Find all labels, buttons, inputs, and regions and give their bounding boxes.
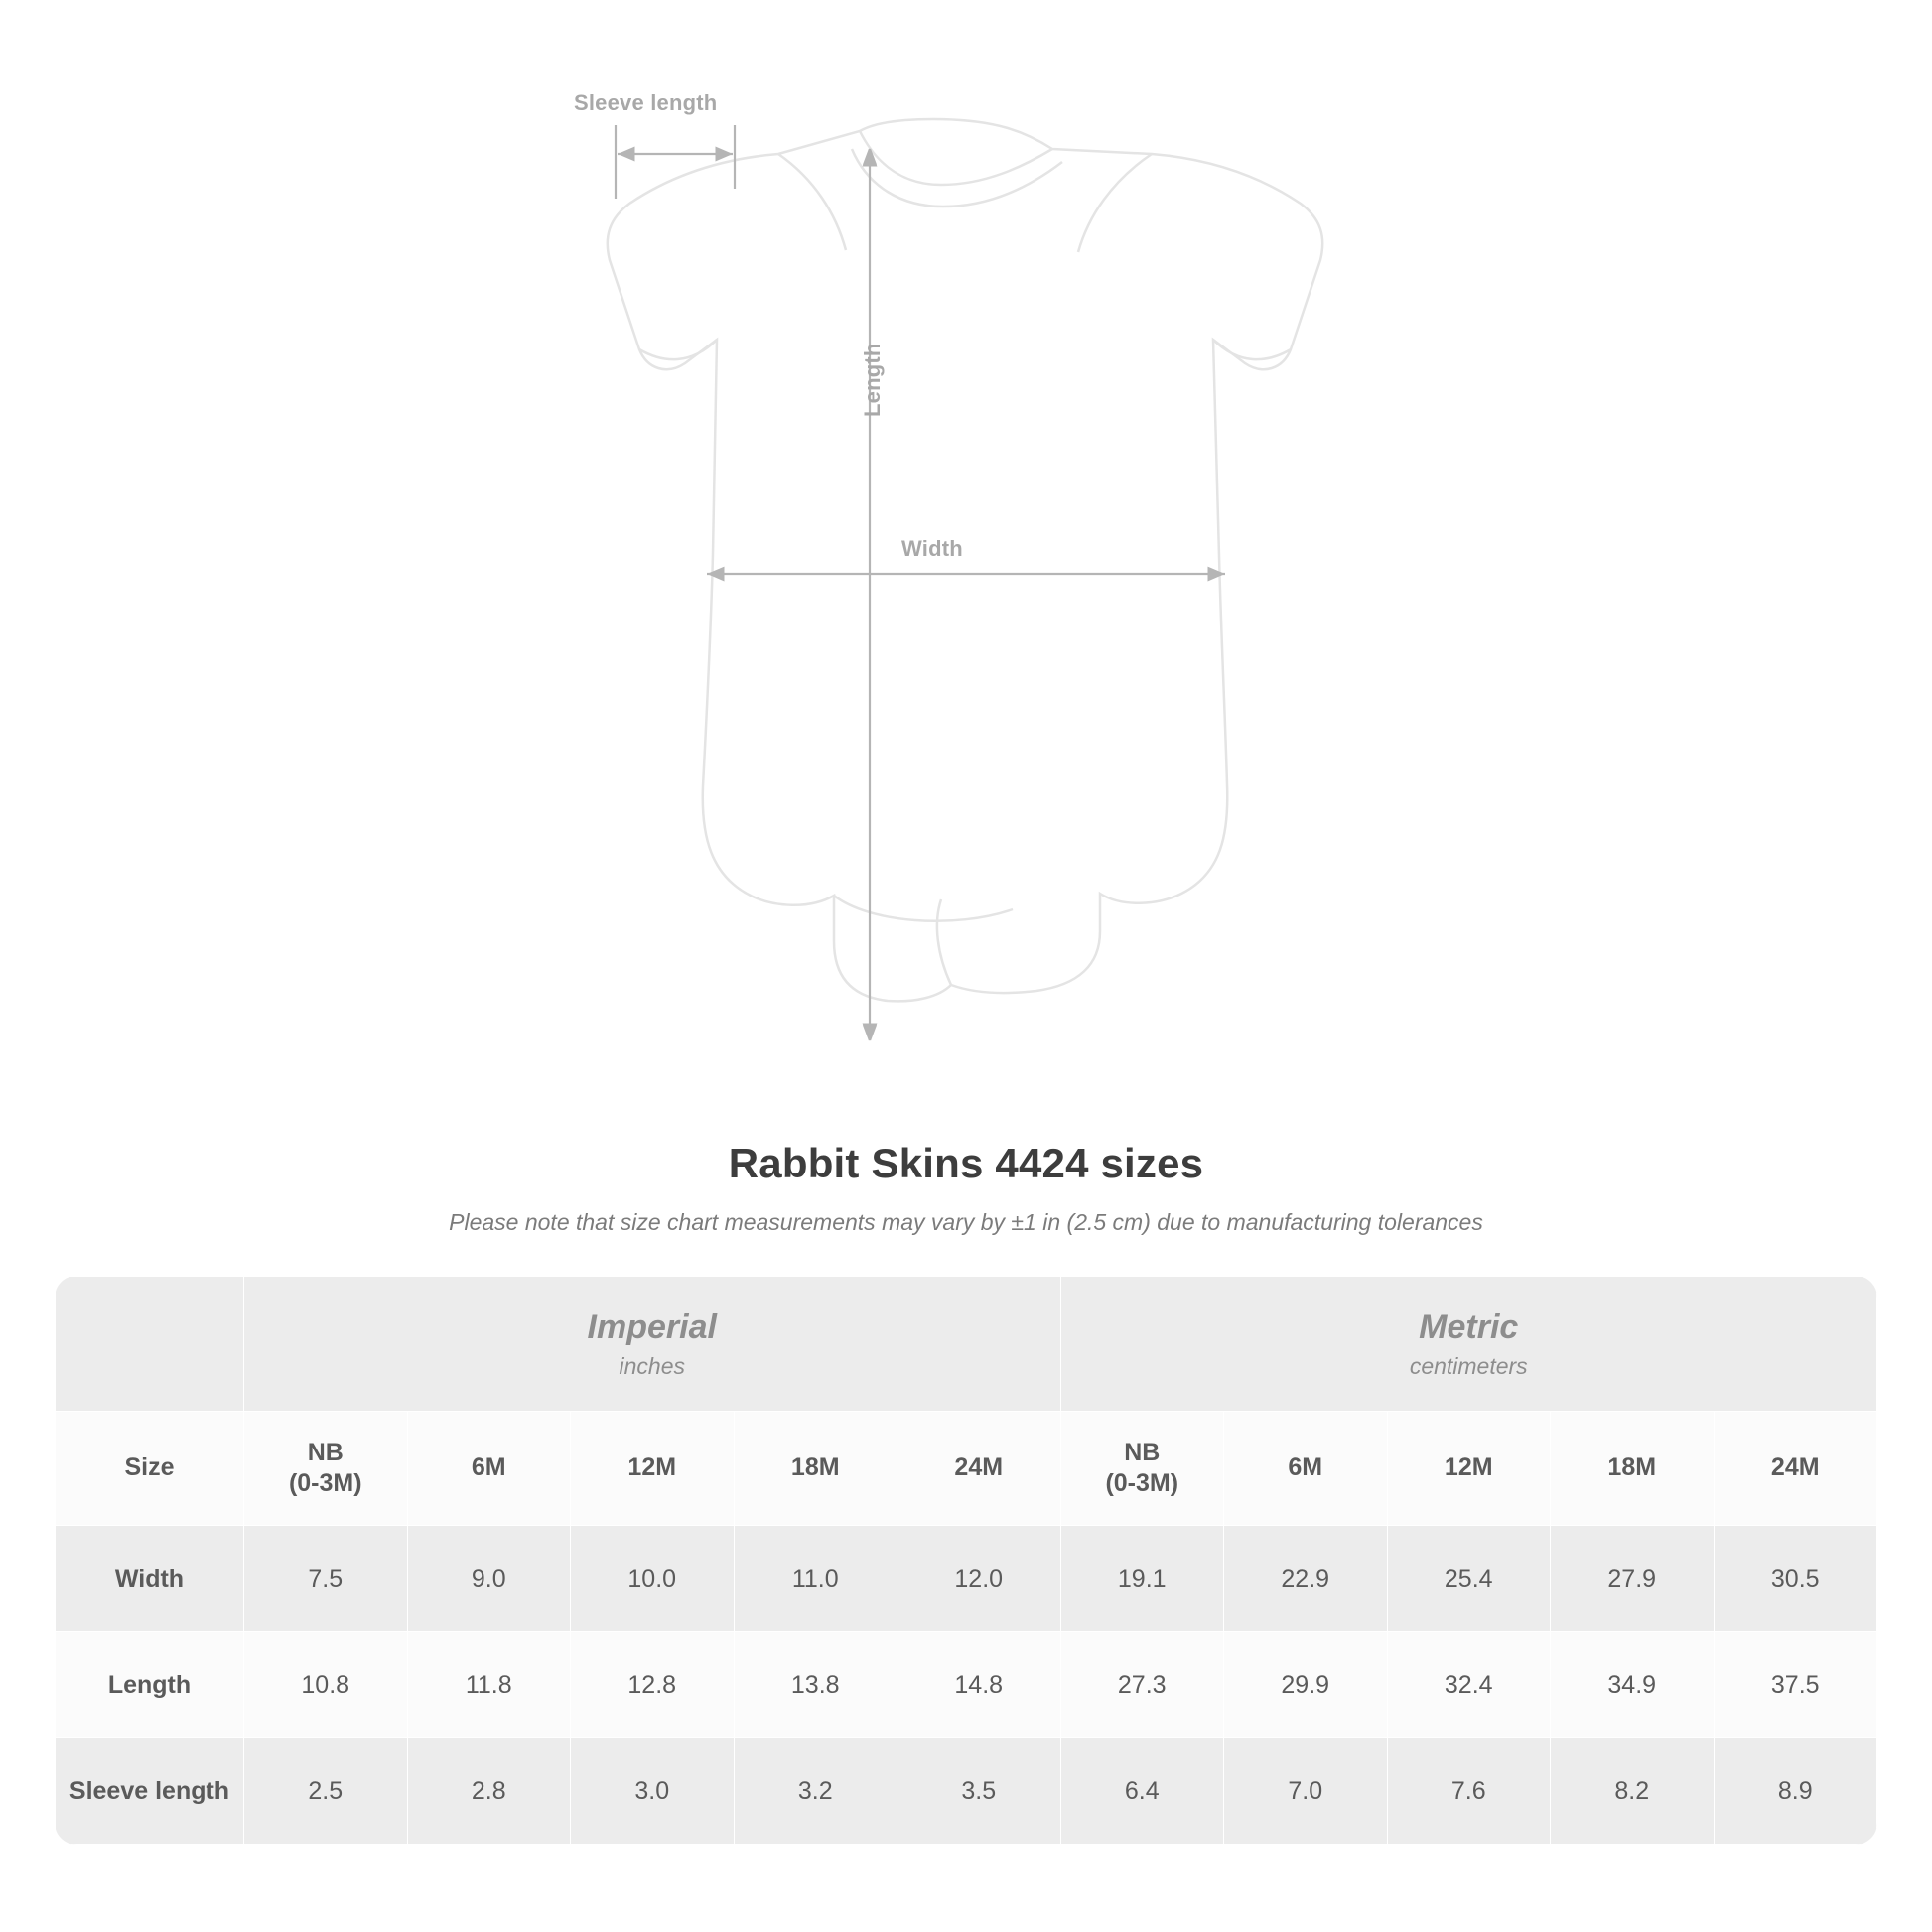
imperial-label: Imperial [587,1308,717,1346]
cell-width-12m-in: 10.0 [571,1526,735,1632]
table-row [56,1738,1877,1845]
column-header-nb-metric [1060,1412,1224,1526]
unit-header-spacer [56,1277,244,1412]
cell-length-nb-in: 10.8 [244,1632,408,1738]
cell-width-18m-in: 11.0 [734,1526,897,1632]
table-row [56,1632,1877,1738]
imperial-sublabel: inches [619,1352,685,1379]
cell-sleeve-24m-cm: 8.9 [1714,1738,1877,1845]
cell-sleeve-18m-in: 3.2 [734,1738,897,1845]
column-header-nb-imperial [244,1412,408,1526]
column-header-12m-imperial: 12M [571,1412,735,1526]
column-header-row [56,1412,1877,1526]
page-title: Rabbit Skins 4424 sizes [728,1140,1204,1186]
title-block [0,1140,1932,1236]
column-header-24m-imperial: 24M [897,1412,1061,1526]
column-header-main: NB [307,1438,344,1466]
column-header-6m-imperial: 6M [407,1412,571,1526]
cell-sleeve-24m-in: 3.5 [897,1738,1061,1845]
cell-width-6m-in: 9.0 [407,1526,571,1632]
unit-group-metric [1060,1277,1877,1412]
cell-width-24m-in: 12.0 [897,1526,1061,1632]
unit-group-header-row [56,1277,1877,1412]
cell-width-24m-cm: 30.5 [1714,1526,1877,1632]
cell-width-6m-cm: 22.9 [1224,1526,1388,1632]
table-row [56,1526,1877,1632]
row-label-sleeve-length: Sleeve length [56,1738,244,1845]
cell-sleeve-nb-cm: 6.4 [1060,1738,1224,1845]
sleeve-length-dimension-label: Sleeve length [574,90,718,115]
cell-length-18m-in: 13.8 [734,1632,897,1738]
cell-sleeve-6m-in: 2.8 [407,1738,571,1845]
cell-width-nb-cm: 19.1 [1060,1526,1224,1632]
cell-width-nb-in: 7.5 [244,1526,408,1632]
row-label-width: Width [56,1526,244,1632]
cell-sleeve-12m-cm: 7.6 [1387,1738,1551,1845]
metric-sublabel: centimeters [1409,1352,1528,1379]
cell-length-nb-cm: 27.3 [1060,1632,1224,1738]
length-dimension-label: Length [860,343,885,417]
cell-length-24m-cm: 37.5 [1714,1632,1877,1738]
column-header-main: NB [1124,1438,1161,1466]
row-label-length: Length [56,1632,244,1738]
cell-sleeve-nb-in: 2.5 [244,1738,408,1845]
cell-length-24m-in: 14.8 [897,1632,1061,1738]
cell-length-18m-cm: 34.9 [1551,1632,1715,1738]
metric-label: Metric [1419,1308,1519,1346]
width-dimension-label: Width [901,536,963,561]
column-header-18m-metric: 18M [1551,1412,1715,1526]
column-header-6m-metric: 6M [1224,1412,1388,1526]
column-header-24m-metric: 24M [1714,1412,1877,1526]
cell-length-12m-in: 12.8 [571,1632,735,1738]
unit-group-imperial [244,1277,1061,1412]
column-header-sub: (0-3M) [1105,1469,1179,1497]
column-header-sub: (0-3M) [288,1469,362,1497]
cell-length-12m-cm: 32.4 [1387,1632,1551,1738]
size-header: Size [56,1412,244,1526]
column-header-12m-metric: 12M [1387,1412,1551,1526]
cell-sleeve-6m-cm: 7.0 [1224,1738,1388,1845]
cell-width-12m-cm: 25.4 [1387,1526,1551,1632]
column-header-18m-imperial: 18M [734,1412,897,1526]
cell-sleeve-12m-in: 3.0 [571,1738,735,1845]
tolerance-note: Please note that size chart measurements may vary by ±1 in (2.5 cm) due to manufacturing tolerances [449,1209,1483,1235]
cell-sleeve-18m-cm: 8.2 [1551,1738,1715,1845]
cell-length-6m-in: 11.8 [407,1632,571,1738]
cell-width-18m-cm: 27.9 [1551,1526,1715,1632]
cell-length-6m-cm: 29.9 [1224,1632,1388,1738]
size-chart-table [55,1276,1877,1845]
